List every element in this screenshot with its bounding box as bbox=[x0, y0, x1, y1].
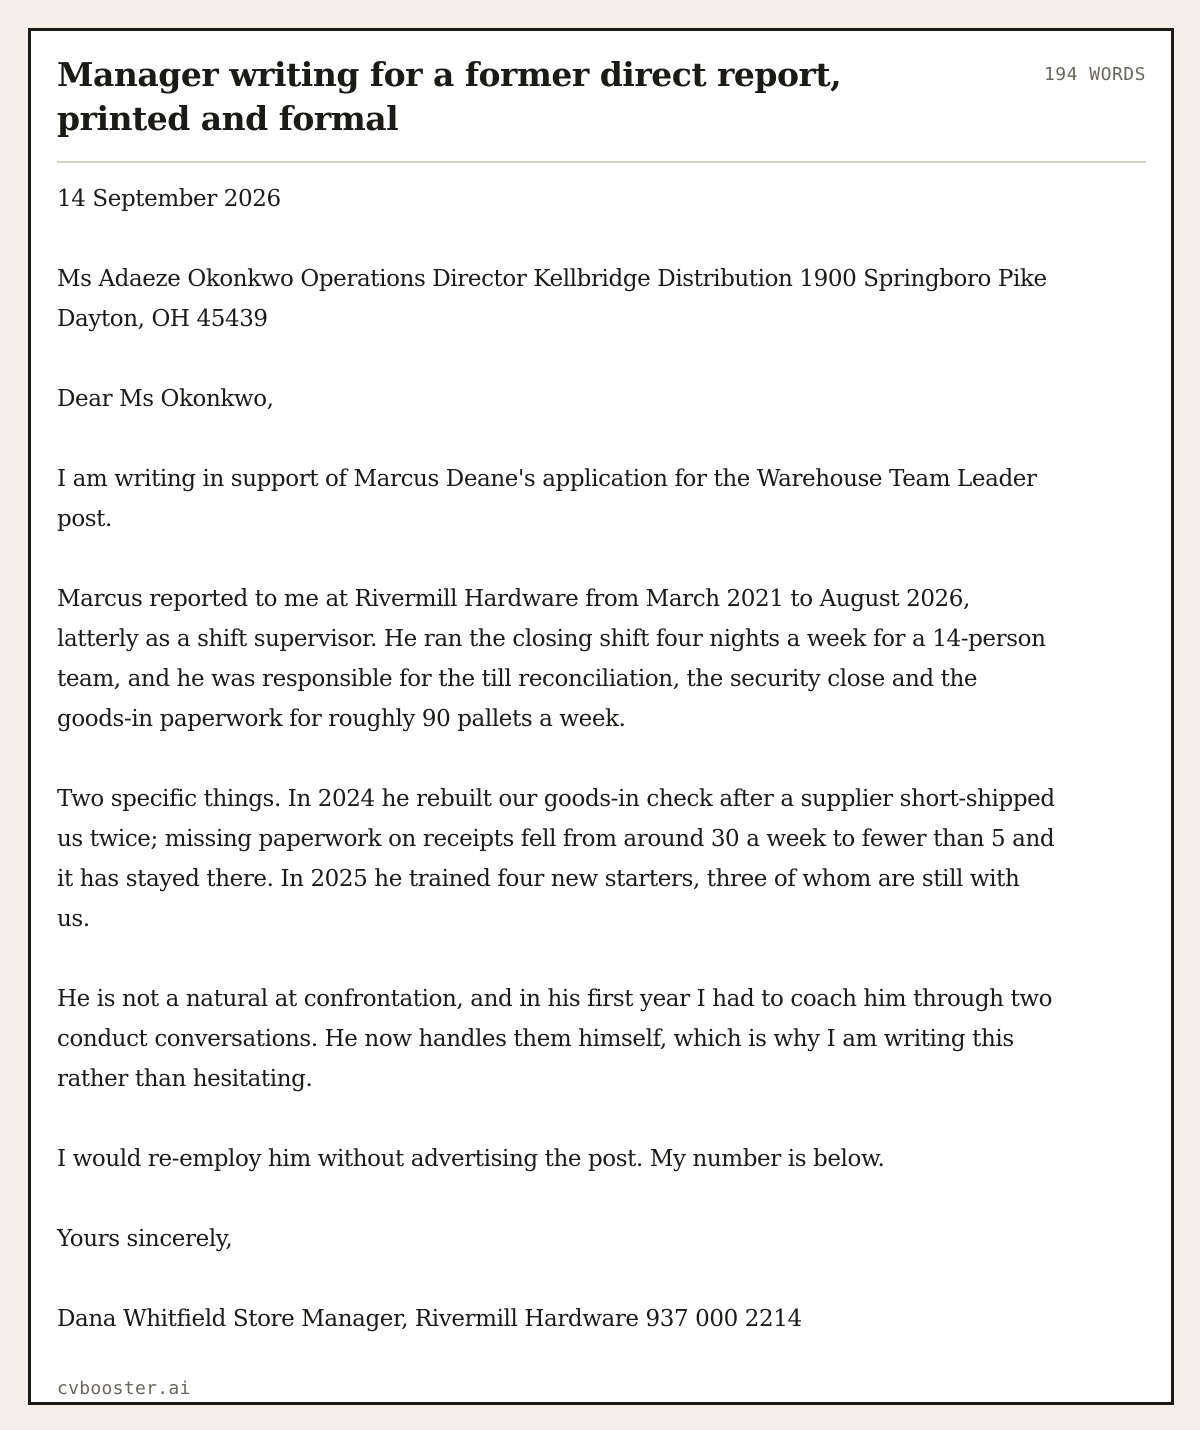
body-paragraph: I am writing in support of Marcus Deane's application for the Warehouse Team Leader post. bbox=[57, 466, 1037, 532]
salutation: Dear Ms Okonkwo, bbox=[57, 386, 274, 412]
body-paragraph: Two specific things. In 2024 he rebuilt our goods-in check after a supplier short-shipped us twice; missing paperwork on receipts fell from around 30 a week to fewer than 5 and it has stayed there. In 2025 he trained four new starters, three of whom are still with us. bbox=[57, 786, 1055, 932]
page-title: Manager writing for a former direct report, printed and formal bbox=[57, 55, 842, 138]
letter-header bbox=[57, 53, 1146, 163]
brand-watermark: cvbooster.ai bbox=[57, 1378, 191, 1399]
recipient-address: Ms Adaeze Okonkwo Operations Director Kellbridge Distribution 1900 Springboro Pike Dayton, OH 45439 bbox=[57, 266, 1047, 332]
letter-date: 14 September 2026 bbox=[57, 186, 281, 212]
body-paragraph: Marcus reported to me at Rivermill Hardware from March 2021 to August 2026, latterly as a shift supervisor. He ran the closing shift four nights a week for a 14-person team, and he was responsible for the till reconciliation, the security close and the goods-in paperwork for roughly 90 pallets a week. bbox=[57, 586, 1046, 732]
word-count-badge: 194 WORDS bbox=[1043, 64, 1146, 85]
body-paragraph: I would re-employ him without advertising the post. My number is below. bbox=[57, 1146, 885, 1172]
closing: Yours sincerely, bbox=[57, 1226, 233, 1252]
body-paragraph: He is not a natural at confrontation, and in his first year I had to coach him through two conduct conversations. He now handles them himself, which is why I am writing this rather than hesitating. bbox=[57, 986, 1053, 1092]
letter-body bbox=[57, 179, 1057, 1339]
signature-block: Dana Whitfield Store Manager, Rivermill Hardware 937 000 2214 bbox=[57, 1306, 802, 1332]
letter-card bbox=[28, 28, 1174, 1405]
